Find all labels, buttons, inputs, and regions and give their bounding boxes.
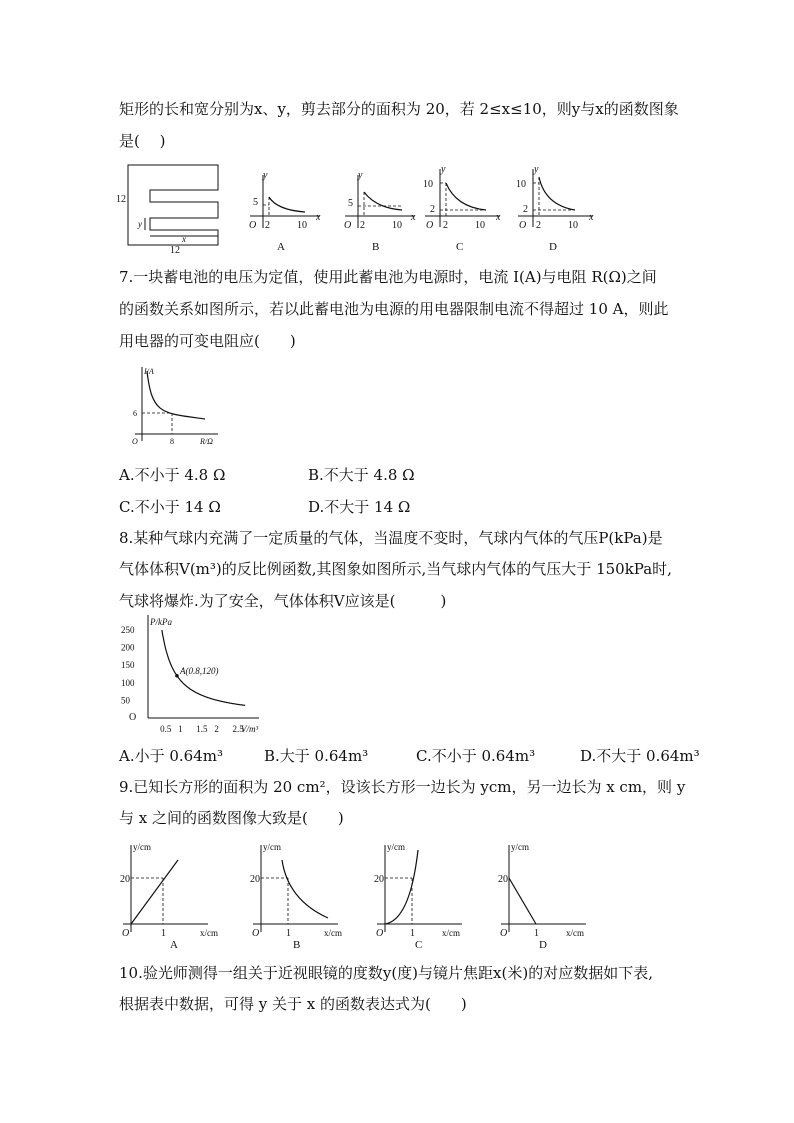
q8-line2: 气体体积V(m³)的反比例函数,其图象如图所示,当气球内气体的气压大于 150kPa时,	[119, 560, 672, 578]
svg-text:10: 10	[568, 220, 578, 231]
svg-text:O: O	[500, 928, 508, 939]
q9-letter-d: D	[539, 939, 547, 951]
svg-text:2: 2	[360, 220, 365, 231]
q7-option-d: D.不大于 14 Ω	[308, 498, 411, 516]
q9-graph-b	[248, 840, 348, 955]
q7-option-b: B.不大于 4.8 Ω	[308, 466, 415, 484]
q9-graph-c	[372, 840, 472, 955]
q8-xtick: 2.5	[232, 724, 244, 734]
q6-line1: 矩形的长和宽分别为x、y，剪去部分的面积为 20，若 2≤x≤10，则y与x的函数图象	[119, 100, 679, 118]
q7-line3: 用电器的可变电阻应( )	[119, 332, 296, 350]
q6-line2: 是( )	[119, 132, 166, 150]
svg-text:y: y	[441, 164, 446, 175]
svg-text:y/cm: y/cm	[387, 842, 405, 852]
svg-text:20: 20	[120, 874, 130, 885]
q7-ylabel: I/A	[144, 367, 154, 376]
q7-option-c: C.不小于 14 Ω	[119, 498, 221, 516]
q9-graph-d	[496, 840, 596, 955]
q8-xtick: 2	[214, 724, 219, 734]
svg-text:x: x	[411, 212, 416, 223]
q6-letter-a: A	[277, 241, 285, 253]
q10-line1: 10.验光师测得一组关于近视眼镜的度数y(度)与镜片焦距x(米)的对应数据如下表,	[119, 964, 653, 982]
svg-text:5: 5	[253, 197, 258, 208]
q8-point-a	[175, 674, 179, 678]
svg-text:2: 2	[265, 220, 270, 231]
svg-text:2: 2	[430, 204, 435, 215]
svg-text:6: 6	[133, 409, 137, 418]
svg-text:x: x	[496, 212, 501, 223]
svg-text:y/cm: y/cm	[133, 842, 151, 852]
svg-text:8: 8	[170, 437, 174, 446]
q6-shape-y-label: y	[138, 219, 142, 229]
svg-text:10: 10	[516, 179, 526, 190]
svg-text:O: O	[344, 220, 352, 231]
svg-text:y/cm: y/cm	[511, 842, 529, 852]
q8-line3: 气球将爆炸.为了安全，气体体积V应该是( )	[119, 592, 447, 610]
q8-xtick: 1	[178, 724, 183, 734]
svg-text:O: O	[519, 220, 527, 231]
q6-letter-c: C	[456, 241, 464, 253]
q8-xtick: 1.5	[196, 724, 208, 734]
svg-text:y: y	[263, 170, 268, 181]
q9-letter-c: C	[415, 939, 423, 951]
q6-graph-a	[245, 170, 325, 255]
svg-text:O: O	[122, 928, 130, 939]
q6-graph-d	[513, 165, 598, 255]
svg-text:20: 20	[250, 874, 260, 885]
q7-xlabel: R/Ω	[200, 437, 213, 446]
q8-option-d: D.不大于 0.64m³	[580, 747, 700, 765]
q9-graph-a	[118, 840, 218, 955]
q8-ytick: 100	[121, 677, 135, 688]
svg-text:x/cm: x/cm	[442, 928, 460, 938]
q8-origin: O	[129, 712, 137, 723]
q8-chart	[115, 615, 260, 740]
svg-text:x/cm: x/cm	[200, 928, 218, 938]
svg-text:2: 2	[523, 204, 528, 215]
q8-point-label: A(0.8,120)	[179, 665, 219, 676]
svg-text:y/cm: y/cm	[263, 842, 281, 852]
svg-text:x/cm: x/cm	[566, 928, 584, 938]
svg-text:20: 20	[498, 874, 508, 885]
svg-text:2: 2	[443, 220, 448, 231]
q7-option-a: A.不小于 4.8 Ω	[119, 466, 226, 484]
q6-shape-figure	[118, 160, 228, 255]
q8-option-c: C.不小于 0.64m³	[416, 747, 536, 765]
svg-text:1: 1	[534, 928, 539, 939]
q6-graph-b	[340, 170, 420, 255]
q8-ytick: 250	[121, 625, 135, 636]
q8-line1: 8.某种气球内充满了一定质量的气体，当温度不变时，气球内气体的气压P(kPa)是	[119, 529, 663, 547]
svg-text:x/cm: x/cm	[324, 928, 342, 938]
svg-text:10: 10	[475, 220, 485, 231]
q7-line2: 的函数关系如图所示，若以此蓄电池为电源的用电器限制电流不得超过 10 A，则此	[119, 300, 669, 318]
svg-text:20: 20	[374, 874, 384, 885]
svg-text:1: 1	[410, 928, 415, 939]
q8-xlabel: V/m³	[241, 724, 259, 734]
q8-ytick: 150	[121, 660, 135, 671]
svg-text:y: y	[358, 170, 363, 181]
svg-text:O: O	[426, 220, 434, 231]
svg-text:O: O	[249, 220, 257, 231]
q8-ytick: 200	[121, 642, 135, 653]
q7-line1: 7.一块蓄电池的电压为定值，使用此蓄电池为电源时，电流 I(A)与电阻 R(Ω)之间	[119, 268, 657, 286]
q8-ytick: 50	[121, 695, 130, 706]
q6-graph-c	[420, 165, 505, 255]
q8-ylabel: P/kPa	[150, 617, 172, 627]
q8-option-a: A.小于 0.64m³	[119, 747, 224, 765]
q6-shape-x-label: x	[182, 234, 186, 244]
svg-text:10: 10	[423, 179, 433, 190]
q9-line2: 与 x 之间的函数图像大致是( )	[119, 809, 344, 827]
q6-letter-d: D	[549, 241, 557, 253]
q8-xtick: 0.5	[160, 724, 172, 734]
q7-graph	[130, 365, 225, 445]
svg-text:10: 10	[392, 220, 402, 231]
svg-text:2: 2	[536, 220, 541, 231]
q9-letter-a: A	[170, 939, 178, 951]
q6-letter-b: B	[372, 241, 380, 253]
q6-shape-side-label: 12	[116, 194, 126, 205]
svg-text:O: O	[376, 928, 384, 939]
svg-text:5: 5	[348, 198, 353, 209]
svg-text:y: y	[534, 164, 539, 175]
q8-option-b: B.大于 0.64m³	[264, 747, 369, 765]
q9-line1: 9.已知长方形的面积为 20 cm²，设该长方形一边长为 ycm，另一边长为 x cm，则 y	[119, 778, 686, 796]
svg-text:x: x	[589, 212, 594, 223]
q6-shape-bottom-label: 12	[170, 245, 180, 256]
q10-line2: 根据表中数据，可得 y 关于 x 的函数表达式为( )	[119, 995, 467, 1013]
q9-letter-b: B	[293, 939, 301, 951]
svg-text:x: x	[316, 212, 321, 223]
svg-text:10: 10	[297, 220, 307, 231]
svg-text:O: O	[252, 928, 260, 939]
svg-text:1: 1	[286, 928, 291, 939]
svg-text:1: 1	[161, 928, 166, 939]
svg-text:O: O	[132, 437, 138, 446]
